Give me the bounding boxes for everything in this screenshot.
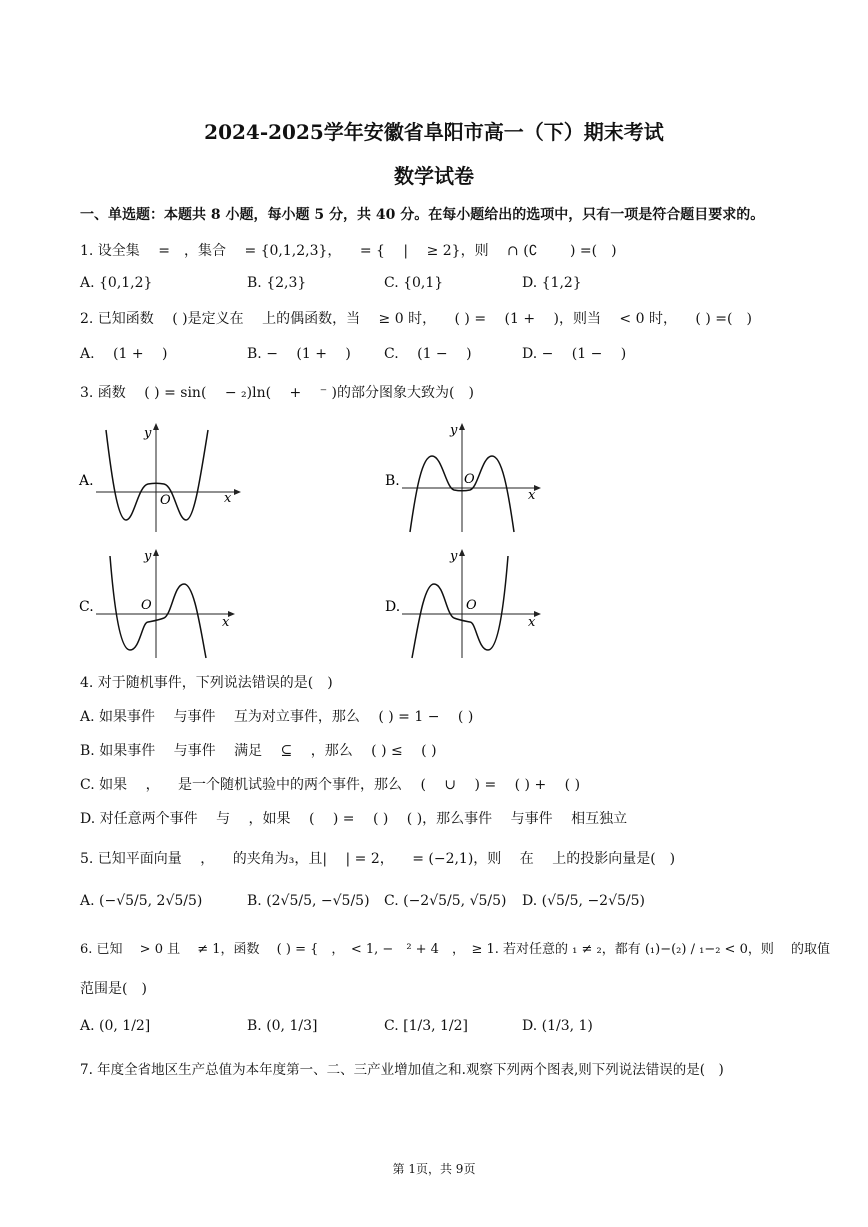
graph-a-label: A. <box>79 473 94 489</box>
question-6-stem: 6. 已知 > 0 且 ≠ 1，函数 ( ) = { ， < 1, − ² + 4 ， ≥ 1. 若对任意的 ₁ ≠ ₂，都有 (₁)−(₂) / ₁−₂ < 0，则 的取值 <box>80 942 830 957</box>
graph-b-origin: O <box>464 472 475 487</box>
q1-option-a: A. {0,1,2} <box>80 275 153 291</box>
graph-b-y-label: y <box>450 423 458 438</box>
q2-option-c: C. (1 − ) <box>384 346 472 362</box>
question-5-stem: 5. 已知平面向量 ， 的夹角为₃，且| | = 2， = (−2,1)，则 在 上的投影向量是( ) <box>80 851 676 867</box>
section-heading: 一、单选题：本题共 8 小题，每小题 5 分，共 40 分。在每小题给出的选项中，只有一项是符合题目要求的。 <box>80 207 765 223</box>
q5-option-c: C. (−2√5/5, √5/5) <box>384 893 507 909</box>
q2-option-d: D. − (1 − ) <box>522 346 627 362</box>
q5-option-d: D. (√5/5, −2√5/5) <box>522 893 645 909</box>
q6-option-b: B. (0, 1/3] <box>247 1018 318 1034</box>
q2-option-b: B. − (1 + ) <box>247 346 351 362</box>
q1-option-d: D. {1,2} <box>522 275 582 291</box>
graph-b-x-label: x <box>528 488 536 503</box>
q2-option-a: A. (1 + ) <box>80 346 168 362</box>
page-title: 2024-2025学年安徽省阜阳市高一（下）期末考试 <box>204 120 664 144</box>
graph-b-label: B. <box>385 473 400 489</box>
graph-c-x-label: x <box>222 615 230 630</box>
graph-a-x-arrow <box>234 489 241 495</box>
q1-option-b: B. {2,3} <box>247 275 307 291</box>
graph-d-origin: O <box>466 598 477 613</box>
page-subtitle: 数学试卷 <box>394 164 474 188</box>
graph-c-y-arrow <box>153 549 159 556</box>
graph-d-y-label: y <box>450 549 458 564</box>
graph-d-x-label: x <box>528 615 536 630</box>
graph-a-x-label: x <box>224 491 232 506</box>
graph-c-origin: O <box>141 598 152 613</box>
graph-d-curve <box>412 556 508 658</box>
graph-c <box>76 546 246 661</box>
graph-a-y-label: y <box>144 426 152 441</box>
q4-option-d: D. 对任意两个事件 与 ，如果 ( ) = ( ) ( )，那么事件 与事件 相互独立 <box>80 811 628 827</box>
graph-c-label: C. <box>79 599 94 615</box>
graph-d-label: D. <box>385 599 401 615</box>
question-3-stem: 3. 函数 ( ) = sin( − ₂)ln( + ⁻ )的部分图象大致为( ) <box>80 385 474 401</box>
graph-b <box>382 420 552 535</box>
q5-option-b: B. (2√5/5, −√5/5) <box>247 893 370 909</box>
graph-d-y-arrow <box>459 549 465 556</box>
question-1-stem: 1. 设全集 = ，集合 = {0,1,2,3}， = { | ≥ 2}，则 ∩ (∁ ) =( ) <box>80 243 617 259</box>
q1-option-c: C. {0,1} <box>384 275 444 291</box>
question-6-stem-continued: 范围是( ) <box>80 981 147 997</box>
graph-c-y-label: y <box>144 549 152 564</box>
q6-option-a: A. (0, 1/2] <box>80 1018 151 1034</box>
page-footer: 第 1页，共 9页 <box>392 1162 476 1176</box>
graph-b-y-arrow <box>459 423 465 430</box>
q4-option-c: C. 如果 ， 是一个随机试验中的两个事件，那么 ( ∪ ) = ( ) + ( ) <box>80 777 581 793</box>
graph-a-y-arrow <box>153 423 159 430</box>
q4-option-b: B. 如果事件 与事件 满足 ⊆ ，那么 ( ) ≤ ( ) <box>80 743 437 759</box>
graph-a-origin: O <box>160 493 171 508</box>
q5-option-a: A. (−√5/5, 2√5/5) <box>80 893 203 909</box>
graph-a <box>76 420 246 535</box>
q6-option-c: C. [1/3, 1/2] <box>384 1018 468 1034</box>
graph-d <box>382 546 552 661</box>
question-4-stem: 4. 对于随机事件，下列说法错误的是( ) <box>80 675 333 691</box>
question-2-stem: 2. 已知函数 ( )是定义在 上的偶函数，当 ≥ 0 时， ( ) = (1 + )，则当 < 0 时， ( ) =( ) <box>80 311 752 327</box>
q4-option-a: A. 如果事件 与事件 互为对立事件，那么 ( ) = 1 − ( ) <box>80 709 474 725</box>
graph-a-curve <box>106 430 208 520</box>
graph-c-curve <box>110 556 206 658</box>
question-7-stem: 7. 年度全省地区生产总值为本年度第一、二、三产业增加值之和.观察下列两个图表,则下列说法错误的是( ) <box>80 1062 724 1078</box>
q6-option-d: D. (1/3, 1) <box>522 1018 593 1034</box>
